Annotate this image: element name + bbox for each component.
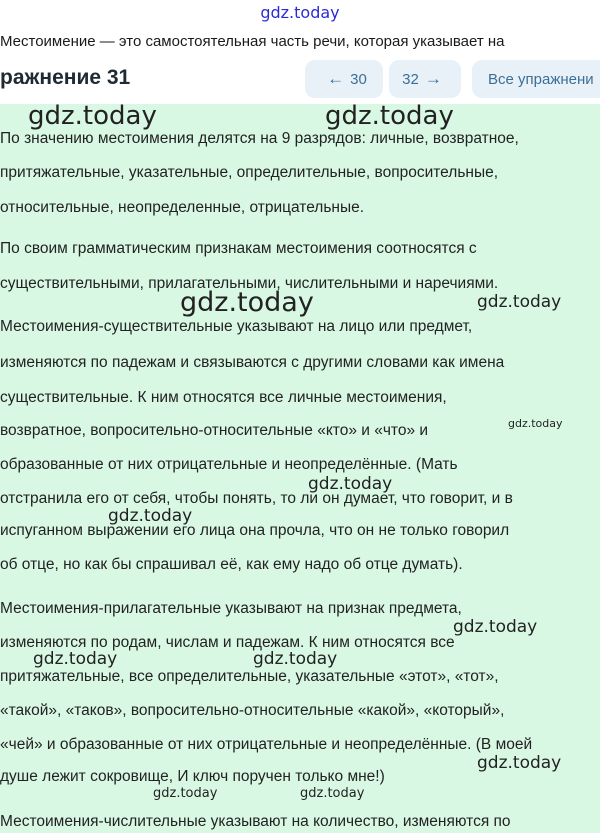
prev-exercise-button[interactable] bbox=[305, 60, 383, 98]
text-line: По своим грамматическим признакам местоимения соотносятся с bbox=[0, 240, 477, 257]
watermark: gdz.today bbox=[108, 506, 193, 526]
watermark: gdz.today bbox=[180, 287, 314, 318]
text-line: «чей» и образованные от них отрицательные и неопределённые. (В моей bbox=[0, 736, 533, 753]
text-line: отстранила его от себя, чтобы понять, то ли он думает, что говорит, и в bbox=[0, 490, 513, 507]
text-line: притяжательные, все определительные, указательные «этот», «тот», bbox=[0, 668, 499, 685]
watermark: gdz.today bbox=[153, 786, 218, 801]
text-line: существительными, прилагательными, числительными и наречиями. bbox=[0, 275, 499, 292]
text-line: относительные, неопределенные, отрицательные. bbox=[0, 199, 365, 216]
all-exercises-button[interactable] bbox=[472, 60, 600, 98]
text-line: образованные от них отрицательные и неопределённые. (Мать bbox=[0, 456, 458, 473]
exercise-title: ражнение 31 bbox=[0, 66, 131, 89]
watermark: gdz.today bbox=[33, 649, 118, 669]
text-line: Местоимения-прилагательные указывают на признак предмета, bbox=[0, 600, 462, 617]
text-line: существительные. К ним относятся все личные местоимения, bbox=[0, 389, 447, 406]
text-line: душе лежит сокровище, И ключ поручен только мне!) bbox=[0, 768, 385, 785]
next-exercise-label: 32 bbox=[402, 70, 419, 88]
text-line: Местоимения-существительные указывают на лицо или предмет, bbox=[0, 318, 473, 335]
text-line: притяжательные, указательные, определительные, вопросительные, bbox=[0, 164, 499, 181]
watermark: gdz.today bbox=[308, 474, 393, 494]
watermark: gdz.today bbox=[253, 649, 338, 669]
next-exercise-button[interactable] bbox=[389, 60, 461, 98]
watermark: gdz.today bbox=[453, 617, 538, 637]
text-line: испуганном выражении его лица она прочла, что он не только говорил bbox=[0, 522, 510, 539]
exercise-header bbox=[0, 52, 600, 104]
intro-text-clipped: Местоимение — это самостоятельная часть речи, которая указывает на bbox=[0, 34, 505, 50]
text-line: возвратное, вопросительно-относительные «кто» и «что» и bbox=[0, 422, 429, 439]
text-line: изменяются по родам, числам и падежам. К ним относятся все bbox=[0, 634, 455, 651]
all-exercises-label: Все упражнени bbox=[488, 70, 594, 88]
arrow-left-icon: ← bbox=[327, 69, 345, 88]
watermark: gdz.today bbox=[300, 786, 365, 801]
text-line: об отце, но как бы спрашивал её, как ему надо об отце думать). bbox=[0, 556, 463, 573]
watermark: gdz.today bbox=[477, 753, 562, 773]
text-line: «такой», «таков», вопросительно-относительные «какой», «который», bbox=[0, 702, 505, 719]
watermark-top: gdz.today bbox=[260, 3, 340, 22]
solution-content bbox=[0, 104, 600, 833]
arrow-right-icon: → bbox=[424, 69, 442, 88]
watermark: gdz.today bbox=[508, 417, 563, 430]
prev-exercise-label: 30 bbox=[350, 70, 367, 88]
text-line: изменяются по падежам и связываются с другими словами как имена bbox=[0, 354, 505, 371]
text-line: Местоимения-числительные указывают на количество, изменяются по bbox=[0, 813, 511, 830]
watermark: gdz.today bbox=[325, 101, 454, 131]
watermark: gdz.today bbox=[28, 101, 157, 131]
watermark: gdz.today bbox=[477, 292, 562, 312]
text-line: По значению местоимения делятся на 9 разрядов: личные, возвратное, bbox=[0, 130, 519, 147]
